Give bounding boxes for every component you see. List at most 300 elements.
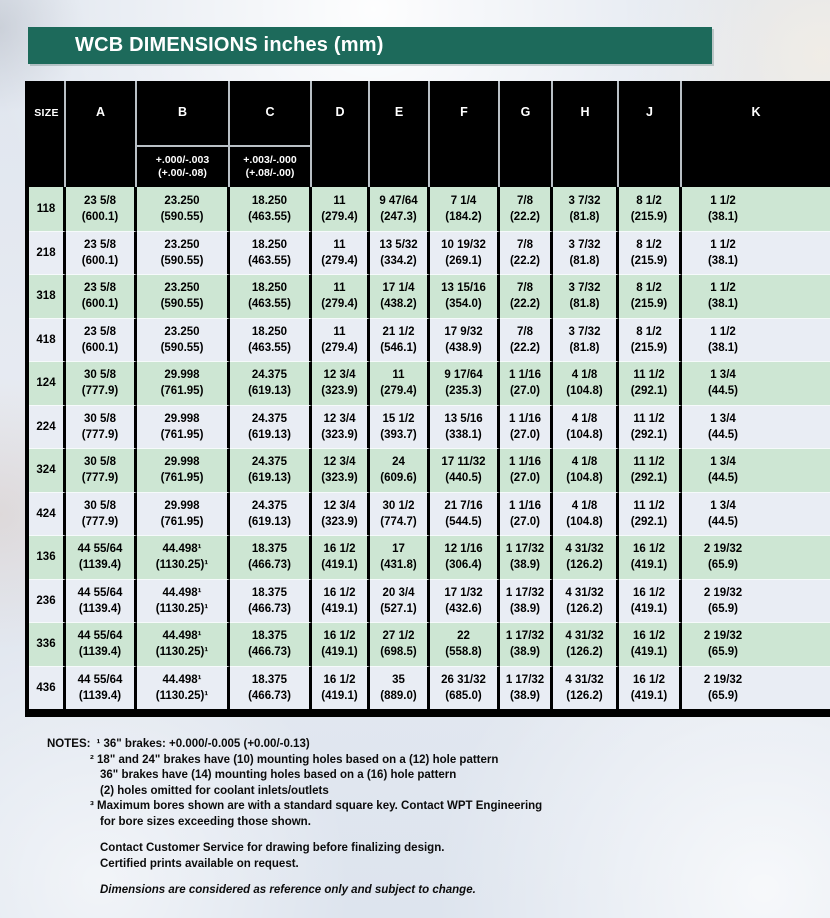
value-mm: (323.9) — [321, 515, 358, 528]
column-letter: H — [580, 105, 590, 119]
value-mm: (600.1) — [81, 254, 119, 267]
value-mm: (235.3) — [445, 385, 482, 398]
value-inches: 27 1/2 — [382, 630, 415, 643]
dim-cell-C — [230, 231, 312, 275]
value-inches: 11 1/2 — [633, 456, 665, 469]
value-mm: (685.0) — [445, 689, 482, 702]
dim-cell-F — [430, 231, 500, 275]
value-inches: 44.498¹ — [162, 586, 202, 599]
value-inches: 44.498¹ — [162, 630, 202, 643]
dim-cell-B — [137, 579, 230, 623]
note-line: ³ Maximum bores shown are with a standard square key. Contact WPT Engineering — [90, 800, 543, 812]
value-inches: 8 1/2 — [636, 194, 662, 207]
column-header-F — [430, 81, 500, 187]
dim-cell-H — [553, 318, 619, 362]
value-mm: (1139.4) — [78, 646, 122, 659]
value-mm: (463.55) — [248, 210, 291, 223]
value-inches: 1 17/32 — [505, 586, 545, 599]
value-mm: (544.5) — [445, 515, 482, 528]
value-mm: (22.2) — [509, 210, 541, 223]
dim-cell-H — [553, 622, 619, 666]
tolerance-inch: +.003/-.000 — [243, 154, 297, 166]
notes-block — [47, 737, 647, 899]
dim-cell-D — [312, 666, 370, 710]
value-mm: (44.5) — [707, 515, 739, 528]
value-mm: (292.1) — [630, 385, 668, 398]
value-mm: (393.7) — [380, 428, 417, 441]
value-inches: 12 3/4 — [323, 369, 356, 382]
column-letter: D — [335, 105, 345, 119]
size-cell: 236 — [29, 579, 66, 623]
value-mm: (466.73) — [248, 646, 291, 659]
tolerance-mm: (+.08/-.00) — [245, 167, 295, 179]
value-inches: 16 1/2 — [633, 586, 665, 599]
dim-cell-J — [619, 361, 682, 405]
dim-cell-K — [682, 448, 830, 492]
dim-cell-G — [500, 492, 553, 536]
dim-cell-F — [430, 448, 500, 492]
value-mm: (65.9) — [707, 689, 739, 702]
value-inches: 11 1/2 — [633, 369, 665, 382]
value-mm: (419.1) — [630, 602, 668, 615]
value-mm: (432.6) — [445, 602, 482, 615]
dim-cell-F — [430, 666, 500, 710]
note-text: ¹ 36" brakes: +0.000/-0.005 (+0.00/-0.13) — [96, 738, 310, 750]
dim-cell-A — [66, 535, 137, 579]
dim-cell-J — [619, 231, 682, 275]
value-mm: (27.0) — [509, 385, 541, 398]
value-mm: (1130.25)¹ — [155, 602, 209, 615]
dim-cell-B — [137, 492, 230, 536]
value-mm: (419.1) — [630, 689, 668, 702]
dim-cell-C — [230, 361, 312, 405]
value-inches: 24.375 — [251, 369, 288, 382]
column-header-E — [370, 81, 430, 187]
table-row — [29, 274, 830, 318]
value-inches: 7 1/4 — [450, 194, 477, 207]
note-line: Contact Customer Service for drawing before finalizing design. — [100, 842, 445, 854]
value-mm: (323.9) — [321, 385, 358, 398]
value-mm: (777.9) — [81, 515, 119, 528]
note-line: Certified prints available on request. — [100, 857, 299, 870]
value-inches: 2 19/32 — [703, 543, 743, 556]
column-letter: G — [520, 105, 531, 119]
value-inches: 8 1/2 — [636, 325, 662, 338]
value-inches: 29.998 — [164, 412, 200, 425]
value-inches: 17 — [392, 543, 405, 556]
value-inches: 16 1/2 — [633, 673, 665, 686]
value-inches: 12 1/16 — [444, 543, 483, 556]
dim-cell-C — [230, 187, 312, 231]
value-inches: 18.375 — [251, 543, 288, 556]
note-line — [47, 737, 647, 753]
value-inches: 18.250 — [251, 282, 288, 295]
dimensions-table-frame — [25, 81, 830, 717]
dim-cell-E — [370, 492, 430, 536]
dim-cell-K — [682, 187, 830, 231]
dim-cell-A — [66, 448, 137, 492]
column-header-A — [66, 81, 137, 187]
value-mm: (463.55) — [248, 298, 291, 311]
dim-cell-J — [619, 405, 682, 449]
value-mm: (81.8) — [569, 210, 600, 223]
value-mm: (431.8) — [380, 559, 417, 572]
value-inches: 23.250 — [164, 325, 200, 338]
value-inches: 23.250 — [164, 282, 200, 295]
header-row — [29, 81, 830, 187]
dim-cell-F — [430, 187, 500, 231]
dim-cell-K — [682, 361, 830, 405]
dim-cell-H — [553, 274, 619, 318]
dim-cell-K — [682, 666, 830, 710]
value-inches: 20 3/4 — [382, 586, 415, 599]
value-mm: (619.13) — [248, 385, 291, 398]
dim-cell-F — [430, 318, 500, 362]
column-header-D — [312, 81, 370, 187]
dim-cell-H — [553, 448, 619, 492]
dim-cell-K — [682, 405, 830, 449]
table-row — [29, 405, 830, 449]
dim-cell-B — [137, 448, 230, 492]
dim-cell-C — [230, 405, 312, 449]
value-mm: (269.1) — [445, 254, 482, 267]
value-inches: 1 1/2 — [710, 282, 736, 295]
value-mm: (466.73) — [248, 689, 291, 702]
dim-cell-E — [370, 579, 430, 623]
value-inches: 11 — [333, 325, 346, 338]
table-row — [29, 231, 830, 275]
value-mm: (600.1) — [81, 210, 119, 223]
value-mm: (466.73) — [248, 602, 291, 615]
note-line: (2) holes omitted for coolant inlets/outlets — [100, 784, 329, 797]
value-inches: 18.250 — [251, 325, 288, 338]
note-line: for bore sizes exceeding those shown. — [100, 815, 311, 828]
value-mm: (215.9) — [630, 341, 668, 354]
value-mm: (323.9) — [321, 428, 358, 441]
value-mm: (419.1) — [321, 559, 358, 572]
dim-cell-C — [230, 535, 312, 579]
value-inches: 23 5/8 — [84, 194, 116, 207]
column-header-J — [619, 81, 682, 187]
value-mm: (184.2) — [445, 210, 482, 223]
dim-cell-B — [137, 274, 230, 318]
value-inches: 11 — [333, 194, 346, 207]
value-mm: (104.8) — [566, 385, 603, 398]
value-inches: 18.250 — [251, 194, 288, 207]
column-header-K — [682, 81, 830, 187]
value-inches: 1 3/4 — [710, 499, 736, 512]
value-inches: 1 17/32 — [505, 543, 545, 556]
dim-cell-G — [500, 535, 553, 579]
value-mm: (38.1) — [707, 254, 739, 267]
value-mm: (463.55) — [248, 254, 291, 267]
dim-cell-J — [619, 187, 682, 231]
dim-cell-F — [430, 274, 500, 318]
value-mm: (619.13) — [248, 428, 291, 441]
dim-cell-D — [312, 622, 370, 666]
value-inches: 11 — [392, 369, 405, 382]
dim-cell-A — [66, 318, 137, 362]
size-cell: 418 — [29, 318, 66, 362]
table-row — [29, 361, 830, 405]
value-inches: 23 5/8 — [84, 325, 116, 338]
value-mm: (65.9) — [707, 646, 739, 659]
value-inches: 16 1/2 — [323, 586, 356, 599]
dim-cell-F — [430, 405, 500, 449]
value-mm: (44.5) — [707, 472, 739, 485]
dim-cell-A — [66, 492, 137, 536]
value-inches: 30 5/8 — [84, 456, 116, 469]
dim-cell-A — [66, 187, 137, 231]
value-inches: 23 5/8 — [84, 282, 116, 295]
dim-cell-G — [500, 231, 553, 275]
value-mm: (279.4) — [321, 341, 358, 354]
value-mm: (761.95) — [160, 515, 204, 528]
value-inches: 11 — [333, 282, 346, 295]
value-mm: (65.9) — [707, 559, 739, 572]
size-cell: 336 — [29, 622, 66, 666]
value-inches: 1 1/2 — [710, 325, 736, 338]
dim-cell-F — [430, 535, 500, 579]
value-mm: (590.55) — [160, 254, 204, 267]
column-letter: E — [394, 105, 404, 119]
dim-cell-K — [682, 274, 830, 318]
value-inches: 16 1/2 — [323, 543, 356, 556]
value-inches: 18.375 — [251, 586, 288, 599]
value-inches: 7/8 — [517, 282, 533, 295]
size-cell: 136 — [29, 535, 66, 579]
dim-cell-E — [370, 274, 430, 318]
size-cell: 118 — [29, 187, 66, 231]
value-mm: (334.2) — [380, 254, 417, 267]
dim-cell-D — [312, 535, 370, 579]
value-inches: 1 3/4 — [710, 412, 736, 425]
dim-cell-D — [312, 274, 370, 318]
value-mm: (38.1) — [707, 341, 739, 354]
value-inches: 24.375 — [251, 412, 288, 425]
value-inches: 29.998 — [164, 499, 200, 512]
value-mm: (419.1) — [321, 689, 358, 702]
value-mm: (1139.4) — [78, 689, 122, 702]
dim-cell-C — [230, 622, 312, 666]
value-inches: 13 15/16 — [441, 282, 486, 295]
value-mm: (44.5) — [707, 385, 739, 398]
dim-cell-A — [66, 405, 137, 449]
table-header — [29, 81, 830, 187]
dim-cell-A — [66, 622, 137, 666]
value-inches: 44.498¹ — [162, 543, 202, 556]
value-inches: 3 7/32 — [568, 238, 601, 251]
value-mm: (354.0) — [445, 298, 482, 311]
dim-cell-D — [312, 361, 370, 405]
value-inches: 17 11/32 — [441, 456, 486, 469]
column-letter: A — [95, 105, 106, 119]
value-mm: (38.1) — [707, 298, 739, 311]
value-inches: 12 3/4 — [323, 412, 356, 425]
value-mm: (777.9) — [81, 428, 119, 441]
value-mm: (104.8) — [566, 472, 603, 485]
note-line: 36" brakes have (14) mounting holes based on a (16) hole pattern — [100, 769, 457, 781]
note-line: ² 18" and 24" brakes have (10) mounting holes based on a (12) hole pattern — [90, 753, 499, 766]
dim-cell-B — [137, 535, 230, 579]
tolerance-mm: (+.00/-.08) — [158, 167, 207, 179]
value-inches: 4 1/8 — [571, 456, 598, 469]
value-mm: (619.13) — [248, 472, 291, 485]
column-letter: B — [177, 105, 188, 119]
dim-cell-E — [370, 318, 430, 362]
value-mm: (65.9) — [707, 602, 739, 615]
value-mm: (22.2) — [509, 254, 541, 267]
dim-cell-A — [66, 231, 137, 275]
value-mm: (27.0) — [509, 472, 541, 485]
dim-cell-C — [230, 274, 312, 318]
value-inches: 1 1/16 — [509, 499, 541, 512]
value-inches: 13 5/16 — [444, 412, 483, 425]
value-mm: (126.2) — [566, 689, 603, 702]
value-mm: (698.5) — [380, 646, 417, 659]
value-mm: (81.8) — [569, 254, 600, 267]
size-cell: 324 — [29, 448, 66, 492]
value-mm: (546.1) — [380, 341, 417, 354]
dim-cell-F — [430, 492, 500, 536]
value-inches: 23.250 — [164, 194, 200, 207]
value-inches: 1 17/32 — [505, 630, 545, 643]
value-mm: (104.8) — [566, 428, 603, 441]
dim-cell-E — [370, 187, 430, 231]
value-mm: (323.9) — [321, 472, 358, 485]
dim-cell-K — [682, 492, 830, 536]
dim-cell-B — [137, 405, 230, 449]
value-mm: (600.1) — [81, 298, 119, 311]
value-mm: (38.9) — [509, 559, 541, 572]
column-letter: K — [751, 105, 761, 119]
value-inches: 4 31/32 — [565, 630, 604, 643]
column-header-C — [230, 81, 312, 187]
dim-cell-E — [370, 666, 430, 710]
value-mm: (438.2) — [380, 298, 417, 311]
value-mm: (38.9) — [509, 602, 541, 615]
table-row — [29, 492, 830, 536]
dim-cell-F — [430, 361, 500, 405]
size-cell: 218 — [29, 231, 66, 275]
dim-cell-B — [137, 361, 230, 405]
dim-cell-C — [230, 666, 312, 710]
size-cell: 224 — [29, 405, 66, 449]
dim-cell-J — [619, 579, 682, 623]
dim-cell-H — [553, 361, 619, 405]
value-inches: 44 55/64 — [77, 630, 123, 643]
table-row — [29, 535, 830, 579]
value-inches: 1 3/4 — [710, 369, 736, 382]
column-header-size: SIZE — [29, 81, 66, 187]
dim-cell-G — [500, 579, 553, 623]
value-inches: 44.498¹ — [162, 673, 202, 686]
dim-cell-G — [500, 448, 553, 492]
dim-cell-E — [370, 405, 430, 449]
dim-cell-E — [370, 231, 430, 275]
value-inches: 11 1/2 — [633, 499, 665, 512]
value-inches: 16 1/2 — [633, 630, 665, 643]
value-inches: 4 31/32 — [565, 586, 604, 599]
value-mm: (215.9) — [630, 210, 668, 223]
page-title: WCB DIMENSIONS inches (mm) — [28, 27, 712, 64]
dim-cell-J — [619, 666, 682, 710]
value-mm: (777.9) — [81, 385, 119, 398]
dim-cell-A — [66, 274, 137, 318]
note-line-disclaimer: Dimensions are considered as reference only and subject to change. — [100, 884, 476, 896]
value-mm: (419.1) — [630, 646, 668, 659]
table-row — [29, 187, 830, 231]
value-inches: 44 55/64 — [77, 673, 123, 686]
value-mm: (419.1) — [630, 559, 668, 572]
value-inches: 24.375 — [251, 499, 288, 512]
table-row — [29, 318, 830, 362]
tolerance-note-c — [230, 145, 310, 187]
value-inches: 44 55/64 — [77, 586, 123, 599]
value-inches: 44 55/64 — [77, 543, 123, 556]
value-mm: (292.1) — [630, 515, 668, 528]
value-inches: 8 1/2 — [636, 238, 662, 251]
dim-cell-D — [312, 187, 370, 231]
value-mm: (306.4) — [445, 559, 482, 572]
dim-cell-H — [553, 187, 619, 231]
value-inches: 2 19/32 — [703, 630, 743, 643]
table-row — [29, 579, 830, 623]
dim-cell-B — [137, 187, 230, 231]
value-mm: (27.0) — [509, 428, 541, 441]
dim-cell-D — [312, 231, 370, 275]
value-mm: (419.1) — [321, 646, 358, 659]
dim-cell-J — [619, 318, 682, 362]
value-mm: (1139.4) — [78, 559, 122, 572]
dim-cell-A — [66, 666, 137, 710]
value-inches: 4 31/32 — [565, 543, 604, 556]
value-inches: 18.250 — [251, 238, 288, 251]
value-mm: (889.0) — [380, 689, 417, 702]
value-inches: 11 1/2 — [633, 412, 665, 425]
value-inches: 3 7/32 — [568, 194, 601, 207]
value-mm: (22.2) — [509, 298, 541, 311]
dim-cell-K — [682, 622, 830, 666]
size-cell: 424 — [29, 492, 66, 536]
value-inches: 29.998 — [164, 369, 200, 382]
table-row — [29, 448, 830, 492]
value-inches: 9 17/64 — [444, 369, 483, 382]
value-inches: 1 1/16 — [509, 456, 541, 469]
value-mm: (558.8) — [445, 646, 482, 659]
value-mm: (215.9) — [630, 254, 668, 267]
dim-cell-G — [500, 405, 553, 449]
dim-cell-H — [553, 579, 619, 623]
dim-cell-D — [312, 492, 370, 536]
value-mm: (279.4) — [321, 298, 358, 311]
value-inches: 24 — [392, 456, 405, 469]
column-header-G — [500, 81, 553, 187]
value-inches: 24.375 — [251, 456, 288, 469]
value-mm: (527.1) — [380, 602, 417, 615]
value-inches: 18.375 — [251, 673, 288, 686]
value-inches: 21 1/2 — [382, 325, 415, 338]
dim-cell-E — [370, 535, 430, 579]
dim-cell-G — [500, 622, 553, 666]
table-row — [29, 666, 830, 710]
dimensions-table — [29, 81, 830, 709]
dim-cell-A — [66, 361, 137, 405]
value-inches: 30 5/8 — [84, 412, 116, 425]
value-mm: (126.2) — [566, 646, 603, 659]
value-mm: (81.8) — [569, 341, 600, 354]
dim-cell-G — [500, 361, 553, 405]
